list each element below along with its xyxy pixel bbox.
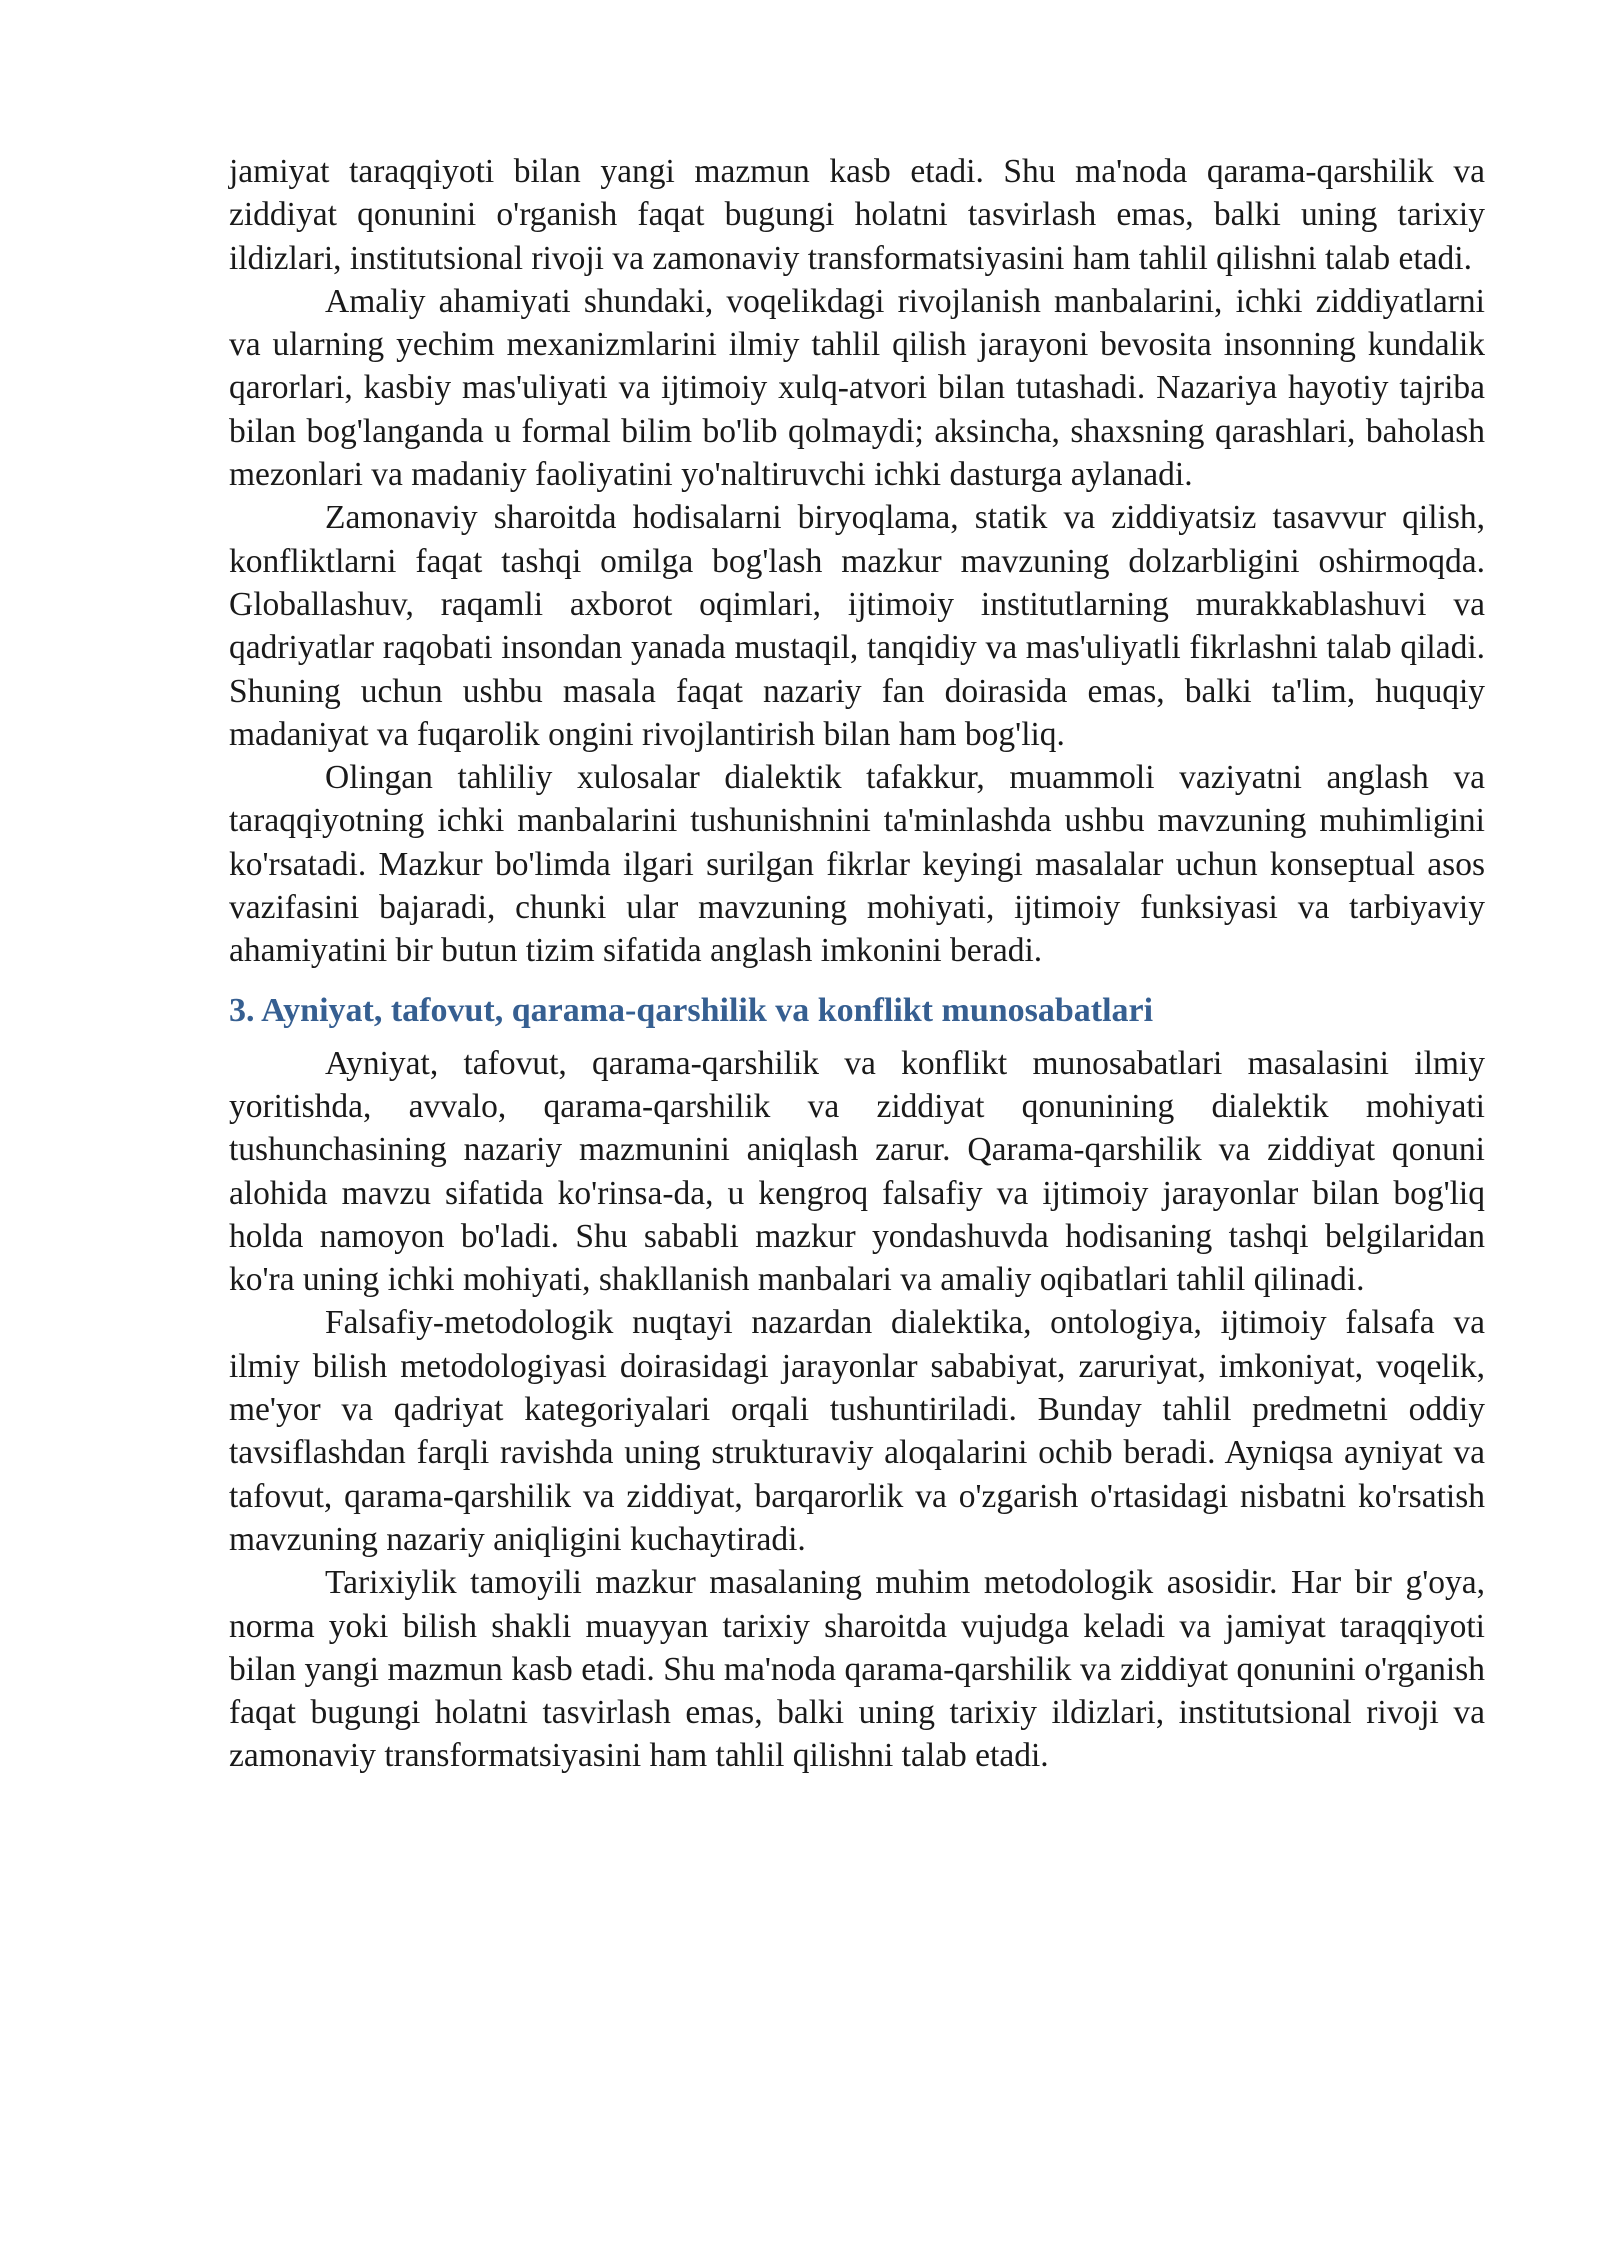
paragraph-practical-significance: Amaliy ahamiyati shundaki, voqelikdagi rivojlanish manbalarini, ichki ziddiyatlarni va ularning yechim mexanizmlarini ilmiy tahlil qilish jarayoni bevosita insonning kundalik qarorlari, kasbiy mas'uliyati va ijtimoiy xulq-atvori bilan tutashadi. Nazariya hayotiy tajriba bilan bog'langanda u formal bilim bo'lib qolmaydi; aksincha, shaxsning qarashlari, baholash mezonlari va madaniy faoliyatini yo'naltiruvchi ichki dasturga aylanadi. bbox=[229, 282, 1485, 494]
paragraph-continuation: jamiyat taraqqiyoti bilan yangi mazmun kasb etadi. Shu ma'noda qarama-qarshilik va ziddiyat qonunini o'rganish faqat bugungi holatni tasvirlash emas, balki uning tarixiy ildizlari, institutsional rivoji va zamonaviy transformatsiyasini ham tahlil qilishni talab etadi. bbox=[229, 153, 1485, 277]
paragraph-section-intro: Ayniyat, tafovut, qarama-qarshilik va konflikt munosabatlari masalasini ilmiy yoritishda, avvalo, qarama-qarshilik va ziddiyat qonunining dialektik mohiyati tushunchasining nazariy mazmunini aniqlash zarur. Qarama-qarshilik va ziddiyat qonuni alohida mavzu sifatida ko'rinsa-da, u kengroq falsafiy va ijtimoiy jarayonlar bilan bog'liq holda namoyon bo'ladi. Shu sababli mazkur yondashuvda hodisaning tashqi belgilaridan ko'ra uning ichki mohiyati, shakllanish manbalari va amaliy oqibatlari tahlil qilinadi. bbox=[229, 1044, 1485, 1299]
document-page bbox=[229, 150, 1485, 1778]
section-heading: 3. Ayniyat, tafovut, qarama-qarshilik va konflikt munosabatlari bbox=[229, 991, 1154, 1029]
paragraph-historicity: Tarixiylik tamoyili mazkur masalaning muhim metodologik asosidir. Har bir g'oya, norma yoki bilish shakli muayyan tarixiy sharoitda vujudga keladi va jamiyat taraqqiyoti bilan yangi mazmun kasb etadi. Shu ma'noda qarama-qarshilik va ziddiyat qonunini o'rganish faqat bugungi holatni tasvirlash emas, balki uning tarixiy ildizlari, institutsional rivoji va zamonaviy transformatsiyasini ham tahlil qilishni talab etadi. bbox=[229, 1564, 1485, 1775]
paragraph-modern-conditions: Zamonaviy sharoitda hodisalarni biryoqlama, statik va ziddiyatsiz tasavvur qilish, konfliktlarni faqat tashqi omilga bog'lash mazkur mavzuning dolzarbligini oshirmoqda. Globallashuv, raqamli axborot oqimlari, ijtimoiy institutlarning murakkablashuvi va qadriyatlar raqobati insondan yanada mustaqil, tanqidiy va mas'uliyatli fikrlashni talab qiladi. Shuning uchun ushbu masala faqat nazariy fan doirasida emas, balki ta'lim, huquqiy madaniyat va fuqarolik ongini rivojlantirish bilan ham bog'liq. bbox=[229, 499, 1485, 753]
paragraph-conclusions: Olingan tahliliy xulosalar dialektik tafakkur, muammoli vaziyatni anglash va taraqqiyotning ichki manbalarini tushunishnini ta'minlashda ushbu mavzuning muhimligini ko'rsatadi. Mazkur bo'limda ilgari surilgan fikrlar keyingi masalalar uchun konseptual asos vazifasini bajaradi, chunki ular mavzuning mohiyati, ijtimoiy funksiyasi va tarbiyaviy ahamiyatini bir butun tizim sifatida anglash imkonini beradi. bbox=[229, 759, 1485, 970]
paragraph-methodology: Falsafiy-metodologik nuqtayi nazardan dialektika, ontologiya, ijtimoiy falsafa va ilmiy bilish metodologiyasi doirasidagi jarayonlar sababiyat, zaruriyat, imkoniyat, voqelik, me'yor va qadriyat kategoriyalari orqali tushuntiriladi. Bunday tahlil predmetni oddiy tavsiflashdan farqli ravishda uning strukturaviy aloqalarini ochib beradi. Ayniqsa ayniyat va tafovut, qarama-qarshilik va ziddiyat, barqarorlik va o'zgarish o'rtasidagi nisbatni ko'rsatish mavzuning nazariy aniqligini kuchaytiradi. bbox=[229, 1304, 1485, 1558]
